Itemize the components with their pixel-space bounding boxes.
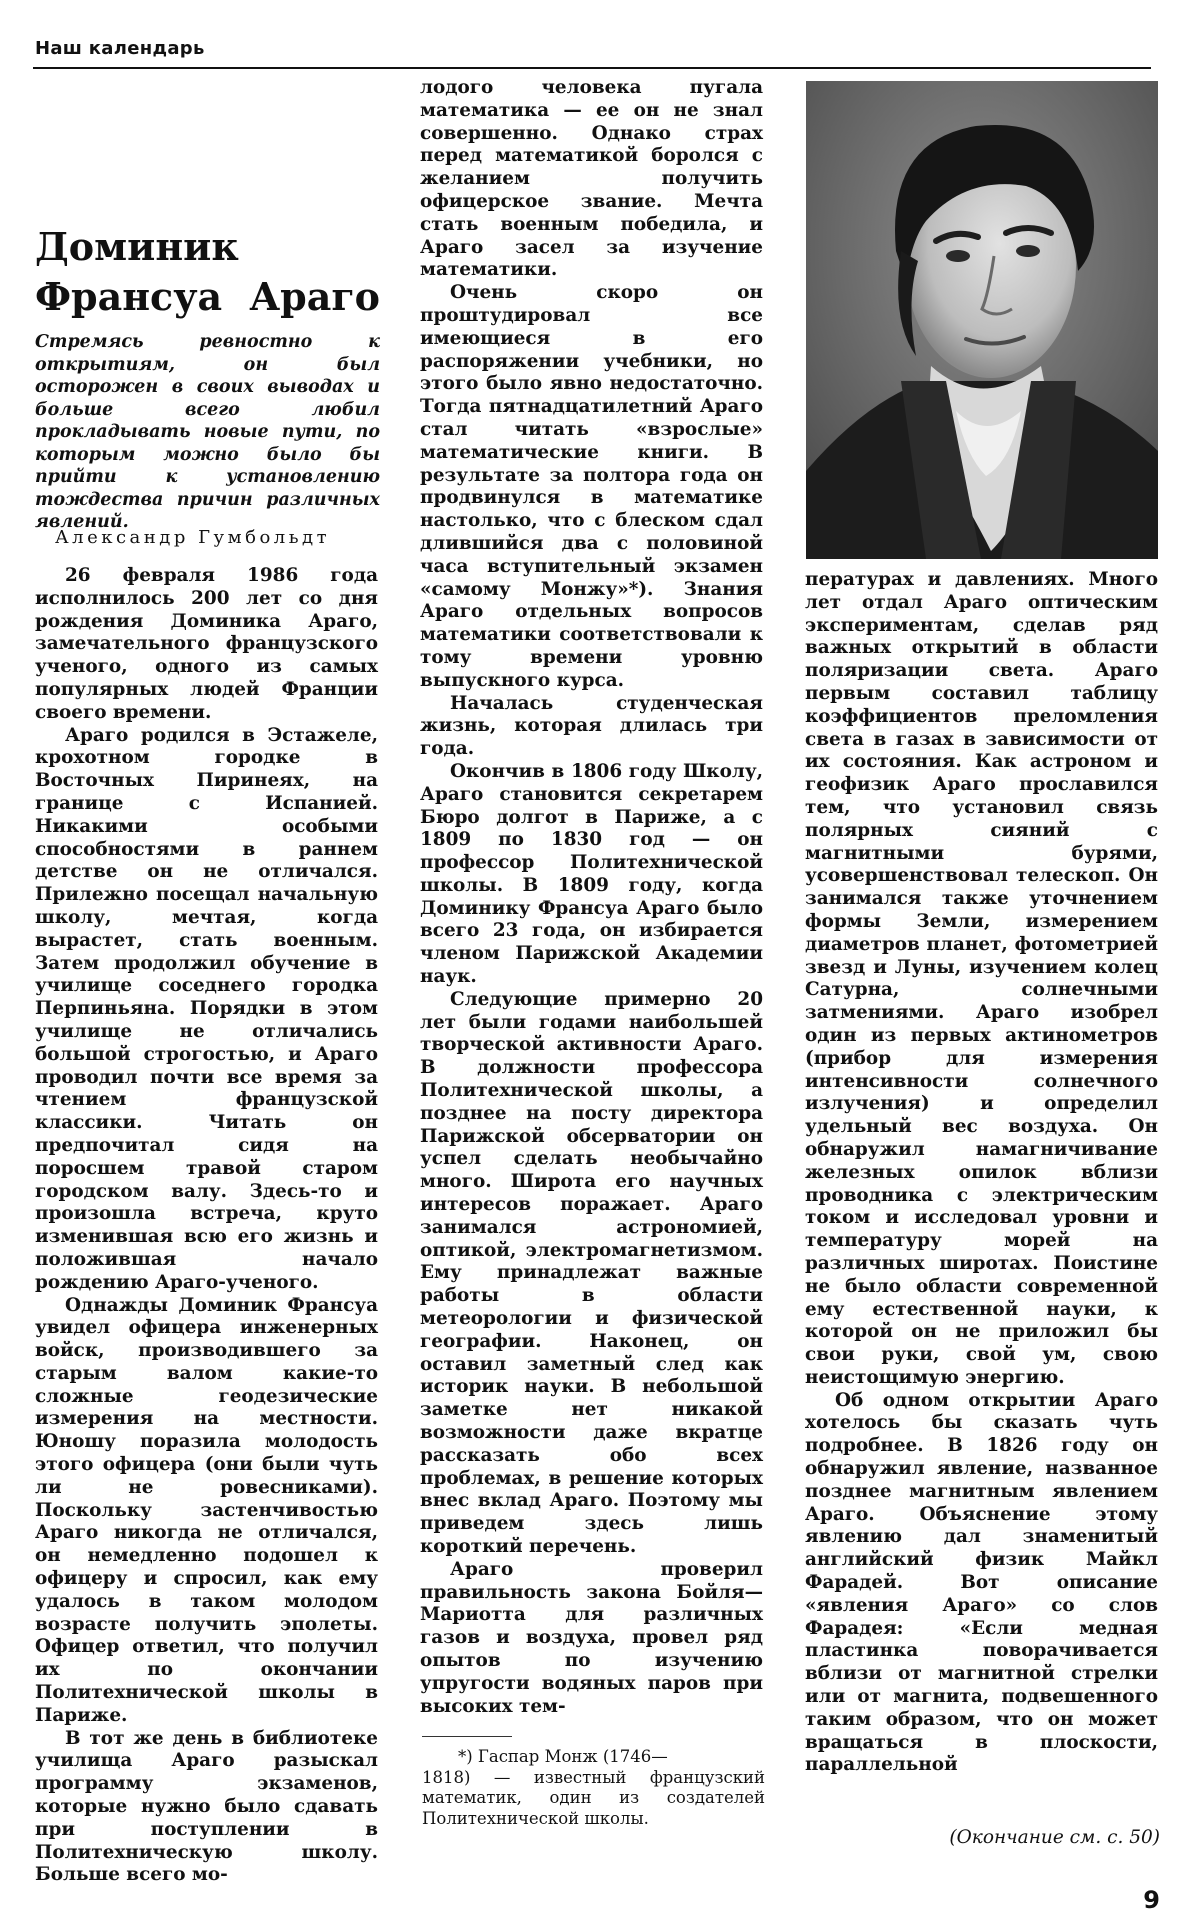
paragraph: Очень скоро он проштудировал все имеющиеся в его распоряжении учебники, но этого было явно недостаточно. Тогда пятнадцатилетний Араго стал читать «взрослые» математические книги. В результате за полтора года он продвинулся в математике настолько, что с блеском сдал длившийся два с половиной часа вступительный экзамен «самому Монжу»*). Знания Араго отдельных вопросов математики соответствовали к тому времени уровню выпускного курса.	[420, 282, 763, 691]
footnote-rule	[422, 1736, 512, 1737]
epigraph-author: Александр Гумбольдт	[55, 527, 331, 548]
column-2	[420, 77, 763, 1718]
section-header: Наш календарь	[35, 38, 205, 59]
paragraph: Араго проверил правильность закона Бойля—Мариотта для различных газов и воздуха, провел ряд опытов по изучению упругости водяных паров при высоких тем-	[420, 1558, 763, 1717]
paragraph: лодого человека пугала математика — ее он не знал совершенно. Однако страх перед математикой боролся с желанием получить офицерское звание. Мечта стать военным победила, и Араго засел за изучение математики.	[420, 77, 763, 281]
footnote-line-1: *) Гаспар Монж (1746—	[458, 1747, 668, 1766]
paragraph: пературах и давлениях. Много лет отдал Араго оптическим экспериментам, сделав ряд важных открытий в области поляризации света. Араго первым составил таблицу коэффициентов преломления света в газах в зависимости от их состояния. Как астроном и геофизик Араго прославился тем, что установил связь полярных сияний с магнитными бурями, усовершенствовал телескоп. Он занимался также уточнением формы Земли, измерением диаметров планет, фотометрией звезд и Луны, изучением колец Сатурна, солнечными затмениями. Араго изобрел один из первых актинометров (прибор для измерения интенсивности солнечного излучения) и определил удельный вес воздуха. Он обнаружил намагничивание железных опилок вблизи проводника с электрическим током и исследовал уровни и температуру морей на различных широтах. Поистине не было области современной ему естественной науки, к которой он не приложил бы свои руки, свой ум, свою неистощимую энергию.	[805, 569, 1158, 1388]
paragraph: Об одном открытии Араго хотелось бы сказать чуть подробнее. В 1826 году он обнаружил явление, названное позднее магнитным явлением Араго. Объяснение этому явлению дал знаменитый английский физик Майкл Фарадей. Вот описание «явления Араго» со слов Фарадея: «Если медная пластинка поворачивается вблизи от магнитной стрелки или от магнита, подвешенного таким образом, что он может вращаться в плоскости, параллельной	[805, 1389, 1158, 1776]
paragraph: Однажды Доминик Франсуа увидел офицера инженерных войск, производившего за старым валом какие-то сложные геодезические измерения на местности. Юношу поразила молодость этого офицера (они были чуть ли не ровесниками). Поскольку застенчивостью Араго никогда не отличался, он немедленно подошел к офицеру и спросил, как ему удалось в таком молодом возрасте получить эполеты. Офицер ответил, что получил их по окончании Политехнической школы в Париже.	[35, 1294, 378, 1726]
title-word-francois: Франсуа	[35, 274, 223, 319]
paragraph: В тот же день в библиотеке училища Араго разыскал программу экзаменов, которые нужно было сдавать при поступлении в Политехническую школу. Больше всего мо-	[35, 1727, 378, 1886]
paragraph: Окончив в 1806 году Школу, Араго становится секретарем Бюро долгот в Париже, а с 1809 по 1830 год — он профессор Политехнической школы. В 1809 году, когда Доминику Франсуа Араго было всего 23 года, он избирается членом Парижской Академии наук.	[420, 760, 763, 988]
header-rule	[33, 67, 1151, 69]
paragraph: Следующие примерно 20 лет были годами наибольшей творческой активности Араго. В должности профессора Политехнической школы, а позднее на посту директора Парижской обсерватории он успел сделать необычайно много. Широта его научных интересов поражает. Араго занимался астрономией, оптикой, электромагнетизмом. Ему принадлежат важные работы в области метеорологии и физической географии. Наконец, он оставил заметный след как историк науки. В небольшой заметке нет никакой возможности даже вкратце рассказать обо всех проблемах, в решение которых внес вклад Араго. Поэтому мы приведем здесь лишь короткий перечень.	[420, 988, 763, 1557]
continuation-note: (Окончание см. с. 50)	[949, 1827, 1160, 1848]
paragraph: Араго родился в Эстажеле, крохотном городке в Восточных Пиринеях, на границе с Испанией. Никакими особыми способностями в раннем детстве он не отличался. Прилежно посещал начальную школу, мечтая, когда вырастет, стать военным. Затем продолжил обучение в училище соседнего городка Перпиньяна. Порядки в этом училище не отличались большой строгостью, и Араго проводил почти все время за чтением французской классики. Читать он предпочитал сидя на поросшем травой старом городском валу. Здесь-то и произошла встреча, круто изменившая всю его жизнь и положившая начало рождению Араго-ученого.	[35, 724, 378, 1293]
title-word-arago: Араго	[249, 274, 380, 319]
epigraph: Стремясь ревностно к открытиям, он был осторожен в своих выводах и больше всего любил прокладывать новые пути, по которым можно было бы прийти к установлению тождества причин различных явлений.	[35, 332, 380, 532]
paragraph: Началась студенческая жизнь, которая длилась три года.	[420, 692, 763, 760]
footnote	[422, 1747, 765, 1829]
page-number: 9	[1143, 1886, 1160, 1914]
title-line-2	[35, 272, 380, 322]
paragraph: 26 февраля 1986 года исполнилось 200 лет со дня рождения Доминика Араго, замечательного французского ученого, одного из самых популярных людей Франции своего времени.	[35, 565, 378, 723]
column-1	[35, 565, 378, 1887]
article-title	[35, 222, 380, 322]
portrait-engraving-icon	[806, 81, 1158, 559]
title-line-1: Доминик	[35, 224, 239, 269]
column-3	[805, 569, 1158, 1777]
footnote-text: 1818) — известный французский математик, один из создателей Политехнической школы.	[422, 1767, 765, 1828]
